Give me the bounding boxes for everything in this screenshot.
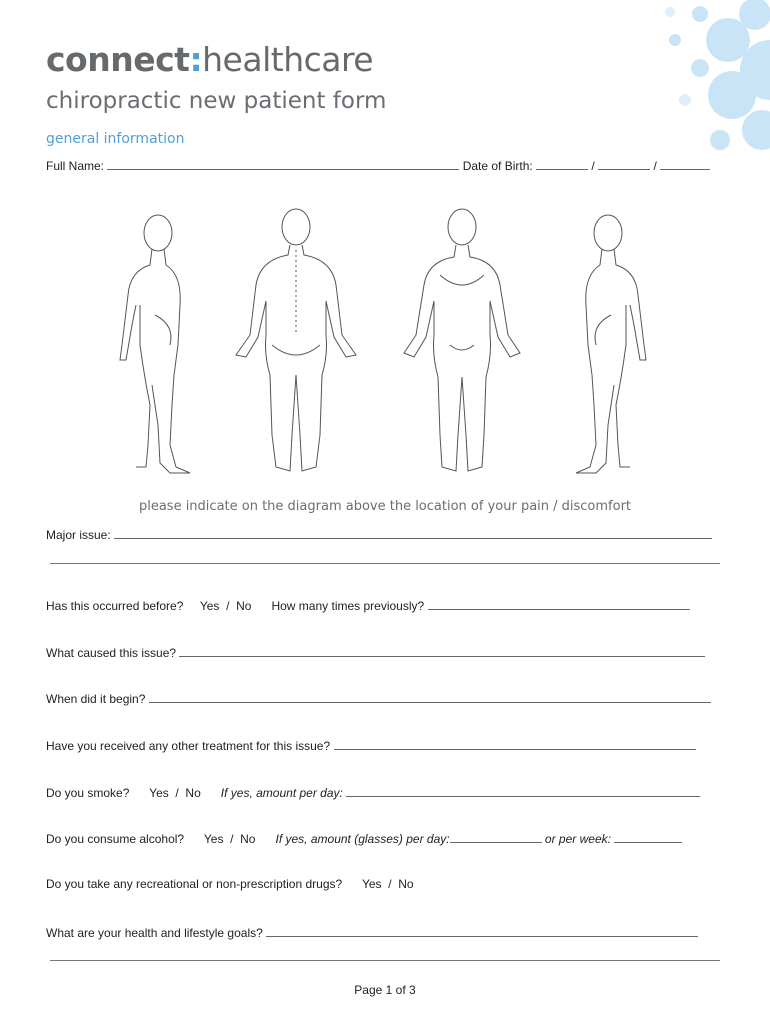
drugs-row [46,877,414,891]
begin-label: When did it begin? [46,692,146,706]
caused-row [46,645,705,660]
body-diagram[interactable] [100,205,680,490]
dob-separator: / [653,159,657,173]
times-previously-field[interactable] [428,598,690,610]
drugs-yes-no[interactable]: Yes / No [361,877,414,891]
caused-label: What caused this issue? [46,646,177,660]
body-back-icon [236,209,356,471]
alcohol-yes-no[interactable]: Yes / No [203,832,256,846]
treatment-label: Have you received any other treatment for this issue? [46,739,331,753]
begin-field[interactable] [149,691,711,703]
occurred-before-yes-no[interactable]: Yes / No [199,599,252,613]
major-issue-field[interactable] [114,527,712,539]
begin-row [46,691,711,706]
body-front-icon [404,209,520,471]
dob-label: Date of Birth: [462,159,533,173]
full-name-label: Full Name: [46,159,105,173]
times-previously-label: How many times previously? [271,599,425,613]
full-name-field[interactable] [107,158,459,170]
alcohol-label: Do you consume alcohol? [46,832,185,846]
drugs-label: Do you take any recreational or non-prescription drugs? [46,877,343,891]
goals-field[interactable] [266,925,698,937]
body-side-right-icon [576,215,646,473]
treatment-row [46,738,696,753]
smoke-amount-label: If yes, amount per day: [220,786,343,800]
diagram-caption: please indicate on the diagram above the location of your pain / discomfort [138,499,632,514]
occurred-before-row [46,598,690,613]
alcohol-per-week-field[interactable] [614,831,682,843]
dob-separator: / [591,159,595,173]
brand-name-bold: connect [46,40,190,79]
section-title: general information [46,131,185,147]
alcohol-week-label: or per week: [544,832,611,846]
alcohol-amount-label: If yes, amount (glasses) per day: [275,832,450,846]
full-name-row [46,158,710,173]
major-issue-field-line-2[interactable] [50,563,720,564]
alcohol-row [46,831,682,846]
logo-separator-icon: : [189,40,203,79]
caused-field[interactable] [179,645,705,657]
smoke-amount-field[interactable] [346,785,700,797]
body-side-left-icon [120,215,190,473]
dob-year-field[interactable] [660,158,710,170]
brand-logo [46,40,373,79]
brand-name-light: healthcare [202,40,374,79]
form-title: chiropractic new patient form [46,88,387,114]
treatment-field[interactable] [334,738,696,750]
smoke-label: Do you smoke? [46,786,130,800]
smoke-row [46,785,700,800]
major-issue-label: Major issue: [46,528,111,542]
alcohol-per-day-field[interactable] [450,831,542,843]
major-issue-row [46,527,712,542]
occurred-before-label: Has this occurred before? [46,599,184,613]
goals-label: What are your health and lifestyle goals? [46,926,263,940]
dob-month-field[interactable] [598,158,650,170]
smoke-yes-no[interactable]: Yes / No [149,786,201,800]
decorative-dots [470,0,770,150]
goals-row [46,925,698,940]
goals-field-line-2[interactable] [50,960,720,961]
dob-day-field[interactable] [536,158,588,170]
page-number: Page 1 of 3 [354,983,416,997]
